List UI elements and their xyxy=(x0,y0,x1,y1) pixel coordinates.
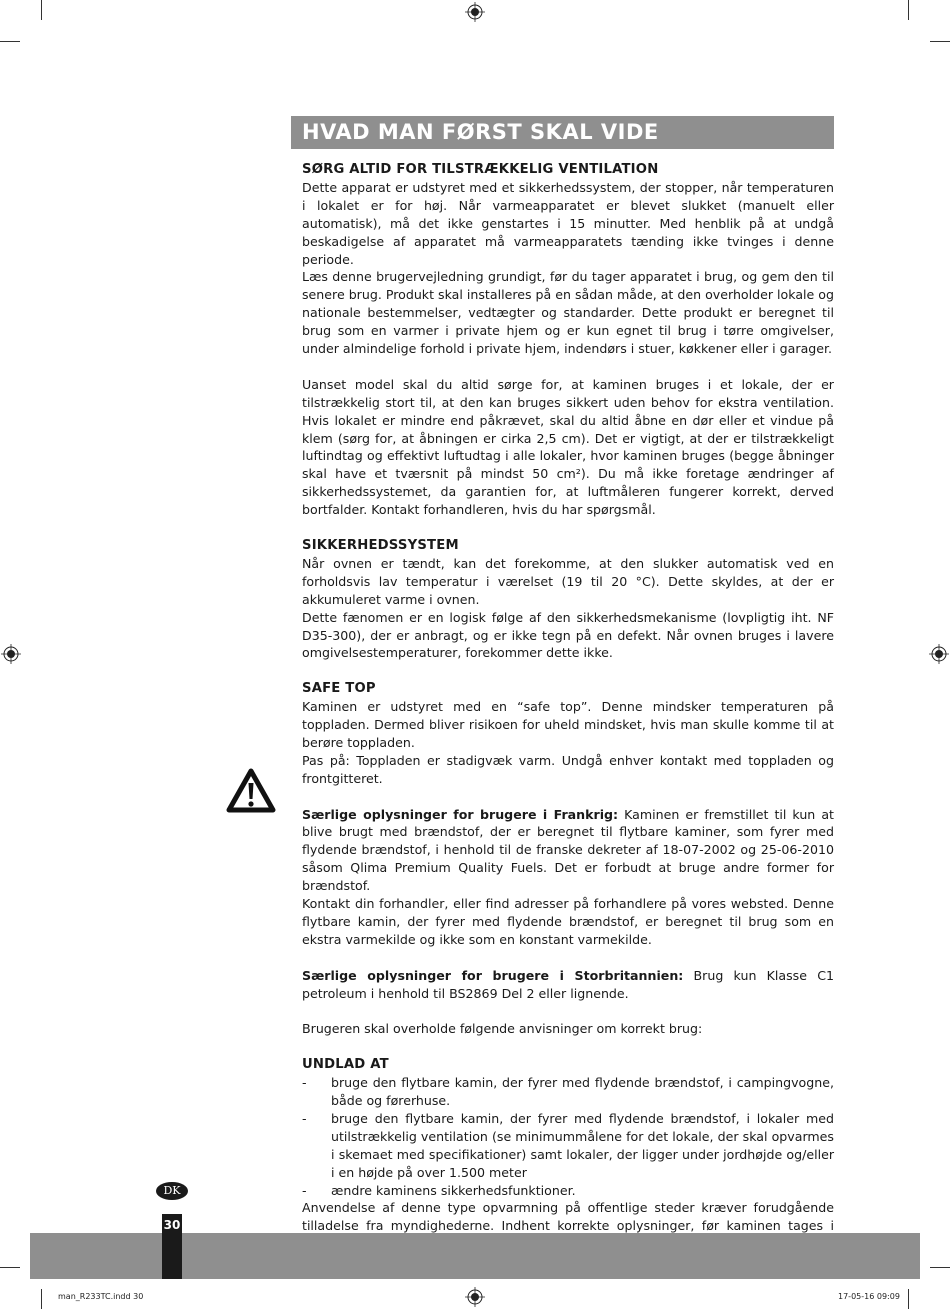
crop-mark xyxy=(0,1267,20,1268)
page-number: 30 xyxy=(163,1218,181,1232)
paragraph: Læs denne brugervejledning grundigt, før du tager apparatet i brug, og gem den til senere brug. Produkt skal installeres på en sådan måde, at den overholder lokale og nationale bestemmelser, vedtægter og standarder. Dette produkt er beregnet til brug som en varmer i private hjem og er kun egnet til brug i tørre omgivelser, under almindelige forhold i private hjem, indendørs i stuer, køkkener eller i garager. xyxy=(302,269,834,357)
crop-mark xyxy=(908,1289,909,1309)
slug-date: 17-05-16 09:09 xyxy=(838,1292,900,1301)
registration-mark-icon xyxy=(929,644,949,664)
paragraph: Dette fænomen er en logisk følge af den sikkerhedsmekanisme (lovpligtig iht. NF D35-300), der er anbragt, og er ikke tegn på en defekt. Når ovnen bruges i lavere omgivelsestemperaturer, forekommer dette ikke. xyxy=(302,609,834,661)
paragraph: Kaminen er udstyret med en “safe top”. Denne mindsker temperaturen på toppladen. Dermed bliver risikoen for uheld mindsket, hvis man skulle komme til at berøre toppladen. xyxy=(302,699,834,750)
france-text: Kaminen er fremstillet til kun at blive brugt med brændstof, der er beregnet til flytbare kaminer, som fyrer med flydende brændstof, i henhold til de franske dekreter af 18-07-2002 og 25-06-2010 såsom Qlima Premium Quality Fuels. Det er forbudt at bruge andre former for brændstof. xyxy=(302,806,834,894)
main-content xyxy=(302,161,834,1253)
crop-mark xyxy=(930,1267,950,1268)
uk-lead: Særlige oplysninger for brugere i Storbritannien: xyxy=(302,967,684,983)
crop-mark xyxy=(908,0,909,20)
paragraph-uk xyxy=(302,967,834,1003)
paragraph: Brugeren skal overholde følgende anvisninger om korrekt brug: xyxy=(302,1021,703,1037)
warning-triangle-icon xyxy=(226,768,276,814)
page-title: HVAD MAN FØRST SKAL VIDE xyxy=(291,116,834,149)
paragraph: Dette apparat er udstyret med et sikkerhedssystem, der stopper, når temperaturen i lokalet er for høj. Når varmeapparatet er blevet slukket (manuelt eller automatisk), må det ikke genstartes i 15 minutter. Med henblik på at undgå beskadigelse af apparatet må varmeapparatets tænding ikke tvinges i denne periode. xyxy=(302,179,834,267)
list-item xyxy=(302,1110,834,1182)
registration-mark-icon xyxy=(465,1287,485,1307)
list-bullet: - xyxy=(302,1110,307,1126)
paragraph: Uanset model skal du altid sørge for, at kaminen bruges i et lokale, der er tilstrækkelig stort til, at den kan bruges sikkert uden behov for ekstra ventilation. Hvis lokalet er mindre end påkrævet, skal du altid åbne en dør eller et vindue på klem (sørg for, at åbningen er cirka 2,5 cm). Det er vigtigt, at der er tilstrækkeligt luftindtag og effektivt luftudtag i alle lokaler, hvor kaminen bruges (begge åbninger skal have et tværsnit på mindst 50 cm²). Du må ikke foretage ændringer af sikkerhedssystemet, da garantien for, at luftmåleren fungerer korrekt, derved bortfalder. Kontakt forhandleren, hvis du har spørgsmål. xyxy=(302,376,834,518)
crop-mark xyxy=(930,41,950,42)
language-badge: DK xyxy=(156,1182,188,1200)
list-item-text: bruge den flytbare kamin, der fyrer med flydende brændstof, i lokaler med utilstrækkelig ventilation (se minimummålene for det lokale, der skal opvarmes i skemaet med specifikationer) samt lokaler, der ligger under jordhøjde og/eller i en højde på over 1.500 meter xyxy=(331,1110,834,1180)
list-item-text: bruge den flytbare kamin, der fyrer med flydende brændstof, i campingvogne, både og førerhuse. xyxy=(331,1075,834,1109)
section-heading-dont: UNDLAD AT xyxy=(302,1057,389,1073)
uk-text: Brug kun Klasse C1 petroleum i henhold til BS2869 Del 2 eller lignende. xyxy=(302,967,835,1001)
list-bullet: - xyxy=(302,1182,307,1198)
crop-mark xyxy=(0,41,20,42)
slug-file: man_R233TC.indd 30 xyxy=(58,1292,144,1301)
paragraph: Kontakt din forhandler, eller find adresser på forhandlere på vores websted. Denne flytbare kamin, der fyrer med flydende brændstof, er beregnet til brug som en ekstra varmekilde og ikke som en konstant varmekilde. xyxy=(302,896,834,947)
crop-mark xyxy=(41,0,42,20)
list-item xyxy=(302,1074,834,1110)
section-heading-safe-top: SAFE TOP xyxy=(302,681,376,697)
section-heading-safety-system: SIKKERHEDSSYSTEM xyxy=(302,538,459,553)
crop-mark xyxy=(41,1289,42,1309)
list-bullet: - xyxy=(302,1075,307,1091)
registration-mark-icon xyxy=(465,2,485,22)
france-lead: Særlige oplysninger for brugere i Frankrig: xyxy=(302,806,619,822)
registration-mark-icon xyxy=(1,644,21,664)
paragraph-france xyxy=(302,806,834,896)
list-item-text: ændre kaminens sikkerhedsfunktioner. xyxy=(331,1182,576,1198)
paragraph: Når ovnen er tændt, kan det forekomme, at den slukker automatisk ved en forholdsvis lav temperatur i værelset (19 til 20 °C). Dette skyldes, at der er akkumuleret varme i ovnen. xyxy=(302,555,834,607)
section-heading-ventilation: SØRG ALTID FOR TILSTRÆKKELIG VENTILATION xyxy=(302,162,659,177)
paragraph: Anvendelse af denne type opvarmning på offentlige steder kræver forudgående tilladelse fra myndighederne. Indhent korrekte oplysninger, før kaminen tages i xyxy=(302,1200,834,1234)
paragraph: Pas på: Toppladen er stadigvæk varm. Undgå enhver kontakt med toppladen og frontgitteret. xyxy=(302,752,834,786)
list-item xyxy=(302,1182,834,1200)
